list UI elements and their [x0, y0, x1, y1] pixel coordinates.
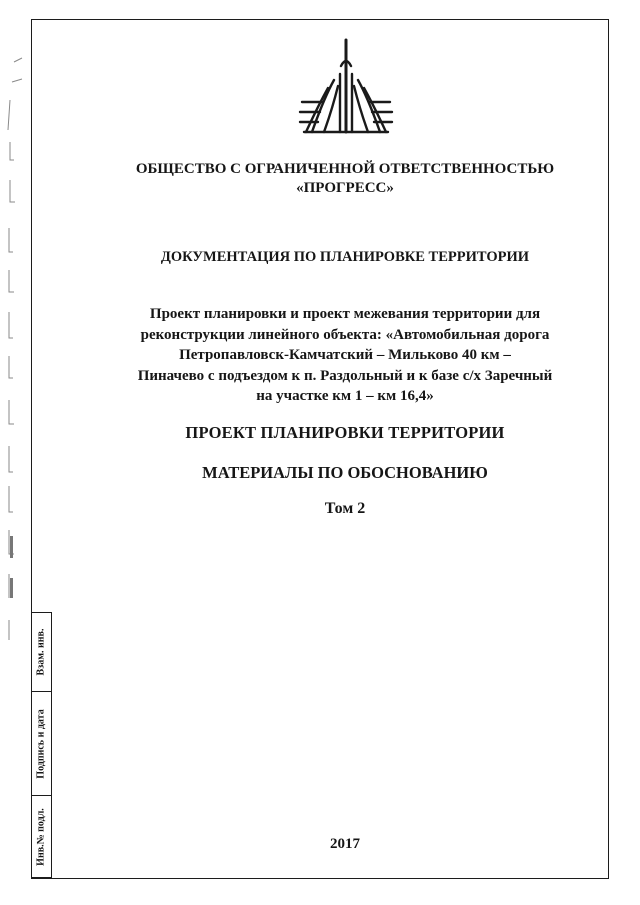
stamp-cell-vzam-inv [31, 612, 51, 692]
project-description-line: на участке км 1 – км 16,4» [256, 388, 434, 404]
project-description-line: Пиначево с подъездом к п. Раздольный и к базе с/х Заречный [137, 367, 553, 384]
company-emblem-icon [294, 36, 398, 140]
document-year: 2017 [330, 836, 360, 852]
stamp-cell-inv-podl [31, 796, 51, 878]
stamp-label-vzam-inv: Взам. инв. [35, 628, 47, 676]
section-title: ПРОЕКТ ПЛАНИРОВКИ ТЕРРИТОРИИ [185, 423, 505, 442]
stamp-label-inv-podl: Инв.№ подл. [35, 807, 47, 866]
document-type: ДОКУМЕНТАЦИЯ ПО ПЛАНИРОВКЕ ТЕРРИТОРИИ [160, 249, 530, 265]
organization-name [60, 160, 630, 198]
project-description-line: реконструкции линейного объекта: «Автомобильная дорога [140, 326, 550, 343]
volume-number: Том 2 [324, 500, 366, 517]
project-description-line: Проект планировки и проект межевания территории для [149, 306, 541, 322]
project-description [60, 304, 630, 407]
page-frame [31, 19, 609, 879]
materials-title: МАТЕРИАЛЫ ПО ОБОСНОВАНИЮ [202, 463, 488, 482]
stamp-label-podpis-data: Подпись и дата [35, 708, 47, 779]
organization-line-1: ОБЩЕСТВО С ОГРАНИЧЕННОЙ ОТВЕТСТВЕННОСТЬЮ [135, 161, 555, 177]
stamp-cell-podpis-data [31, 692, 51, 796]
project-description-line: Петропавловск-Камчатский – Мильково 40 км – [179, 347, 511, 363]
side-stamp-table [31, 612, 52, 878]
scan-edge-marks [0, 0, 30, 905]
organization-line-2: «ПРОГРЕСС» [296, 180, 394, 196]
